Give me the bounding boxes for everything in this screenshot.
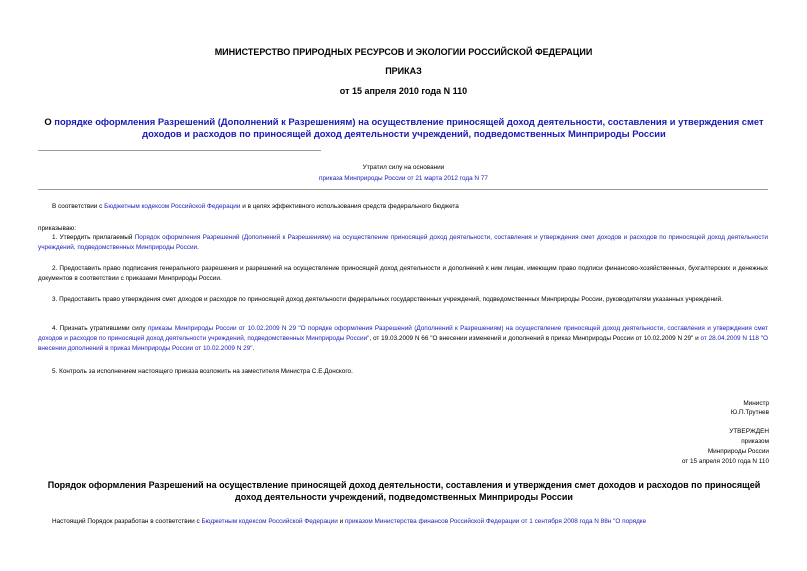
order-date: от 15 апреля 2010 года N 110 — [339, 86, 468, 96]
budget-code-link[interactable]: Бюджетным кодексом Российской Федерации — [104, 203, 241, 210]
paragraph-2: 2. Предоставить право подписания генерального разрешения и разрешений на осуществление приносящей доход деятельности и дополнений к ним лицам, имеющим право подписи финансово-хозяйственных, бухгалтерских и денежных документов в соответствии с приказами Минприроды России. — [38, 265, 768, 282]
paragraph-1 — [38, 233, 768, 253]
status-note: Утратил силу на основании — [362, 164, 445, 171]
p4-text: 4. Признать утратившими силу — [52, 325, 148, 332]
p1-end: . — [197, 244, 199, 251]
divider-short — [38, 150, 321, 151]
order-title — [30, 116, 778, 140]
doc-type-heading: ПРИКАЗ — [385, 66, 422, 76]
order-118-link[interactable]: от 28.04.2009 N 118 "О внесении дополнений в приказ Минприроды России от 10.02.2009 N 29" — [38, 335, 768, 352]
last-paragraph — [38, 517, 768, 527]
approved-ministry: Минприроды России — [707, 448, 769, 455]
paragraph-3: 3. Предоставить право утверждения смет доходов и расходов по приносящей доход деятельности федеральных государственных учреждений, подведомственных Минприроды России, руководителям указанных учреждений. — [52, 296, 723, 303]
title-prefix: О — [44, 116, 55, 127]
approved-by: приказом — [741, 438, 769, 445]
paragraph-4 — [38, 324, 768, 354]
ministry-header: МИНИСТЕРСТВО ПРИРОДНЫХ РЕСУРСОВ И ЭКОЛОГИИ РОССИЙСКОЙ ФЕДЕРАЦИИ — [214, 47, 593, 57]
title-link[interactable]: порядке оформления Разрешений (Дополнений к Разрешениям) на осуществление приносящей доход деятельности, составления и утверждения смет доходов и расходов по приносящей доход деятельности учреждений, подведомственных Минприроды России — [54, 116, 764, 139]
minfin-order-link[interactable]: приказом Министерства финансов Российской Федерации от 1 сентября 2008 года N 88н "О порядке — [344, 518, 647, 525]
procedure-link[interactable]: Порядок оформления Разрешений (Дополнений к Разрешениям) на осуществление приносящей доход деятельности, составления и утверждения смет доходов и расходов по приносящей доход деятельности учреждений, подведомственных Минприроды России — [38, 234, 768, 251]
approved-date: от 15 апреля 2010 года N 110 — [681, 458, 769, 465]
divider-full — [38, 189, 768, 190]
last-para-text: Настоящий Порядок разработан в соответствии с — [52, 518, 202, 525]
repeal-order-link[interactable]: приказа Минприроды России от 21 марта 2012 года N 77 — [319, 175, 488, 182]
preamble — [52, 202, 768, 212]
p1-text: 1. Утвердить прилагаемый — [52, 234, 135, 241]
status-link-line — [0, 174, 807, 184]
preamble-text-end: и в целях эффективного использования средств федерального бюджета — [240, 203, 459, 210]
preamble-text: В соответствии с — [52, 203, 105, 210]
budget-code-link-2[interactable]: Бюджетным кодексом Российской Федерации — [201, 518, 338, 525]
p4-text-mid: , от 19.03.2009 N 66 "О внесении изменений и дополнений в приказ Минприроды России от 10.02.2009 N 29" и — [369, 335, 701, 342]
p4-end: . — [252, 345, 255, 352]
last-para-and: и — [337, 518, 345, 525]
section-title: Порядок оформления Разрешений на осуществление приносящей доход деятельности, составления и утверждения смет доходов и расходов по приносящей доход деятельности учреждений, подведомственных Минприроды России — [47, 480, 761, 502]
paragraph-5: 5. Контроль за исполнением настоящего приказа возложить на заместителя Министра С.Е.Донского. — [52, 368, 353, 375]
signature-position: Министр — [743, 400, 769, 407]
approved-stamp: УТВЕРЖДЕН — [729, 428, 769, 435]
order-word: приказываю: — [38, 225, 76, 232]
repealed-orders-link[interactable]: приказы Минприроды России от 10.02.2009 N 29 "О порядке оформления Разрешений (Дополнений к Разрешениям) на осуществление приносящей доход деятельности, составления и утверждения смет доходов и расходов по приносящей доход деятельности учреждений, подведомственных Минприроды России" — [38, 325, 769, 342]
signature-name: Ю.П.Трутнев — [730, 409, 769, 416]
